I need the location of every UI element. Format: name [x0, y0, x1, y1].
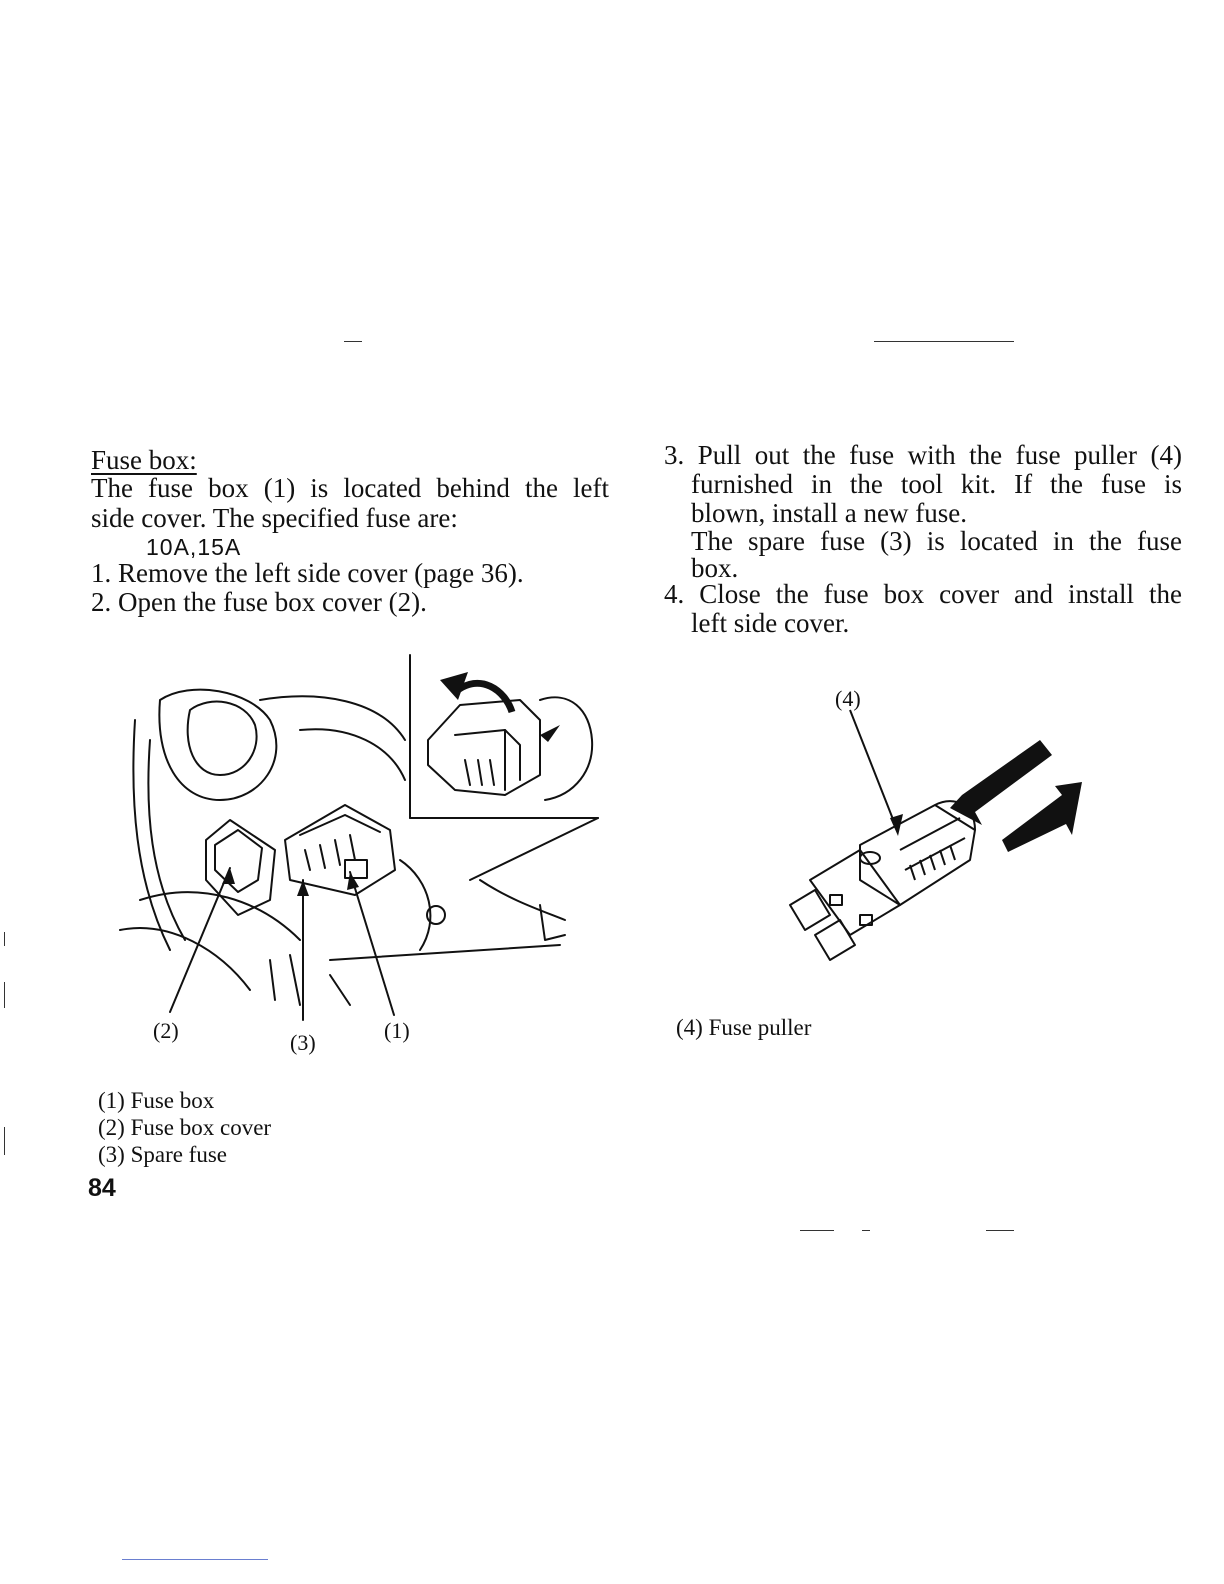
step-3-line-4: The spare fuse (3) is located in the fuse	[691, 526, 1182, 556]
intro-line-1: The fuse box (1) is located behind the left	[91, 473, 609, 503]
step-4-line-1: 4. Close the fuse box cover and install the	[664, 579, 1182, 609]
margin-mark-3	[4, 1127, 5, 1155]
caption-fuse-puller: (4) Fuse puller	[676, 1015, 812, 1040]
callout-3: (3)	[290, 1030, 316, 1055]
fuse-values: 10A,15A	[146, 534, 242, 560]
step-3-line-2: furnished in the tool kit. If the fuse is	[691, 469, 1182, 499]
step-4-line-2: left side cover.	[691, 608, 850, 638]
caption-fuse-box: (1) Fuse box	[98, 1088, 215, 1113]
step-1: 1. Remove the left side cover (page 36).	[91, 558, 524, 588]
callout-4: (4)	[835, 686, 861, 711]
bottom-mark-3	[986, 1230, 1014, 1231]
caption-fuse-box-cover: (2) Fuse box cover	[98, 1115, 272, 1140]
step-3-line-1: 3. Pull out the fuse with the fuse puller (4)	[664, 440, 1182, 470]
step-2: 2. Open the fuse box cover (2).	[91, 587, 427, 617]
bottom-mark-4	[122, 1559, 268, 1560]
page-number: 84	[88, 1174, 116, 1202]
step-3-line-3: blown, install a new fuse.	[691, 498, 967, 528]
bottom-mark-1	[800, 1230, 834, 1231]
margin-mark-1	[4, 932, 5, 946]
margin-mark-2	[4, 982, 5, 1008]
section-heading: Fuse box:	[91, 445, 197, 475]
bottom-mark-2	[862, 1230, 870, 1231]
callout-1: (1)	[384, 1018, 410, 1043]
intro-line-2: side cover. The specified fuse are:	[91, 503, 458, 533]
caption-spare-fuse: (3) Spare fuse	[98, 1142, 228, 1167]
step-3-line-5: box.	[691, 553, 739, 583]
callout-2: (2)	[153, 1018, 179, 1043]
